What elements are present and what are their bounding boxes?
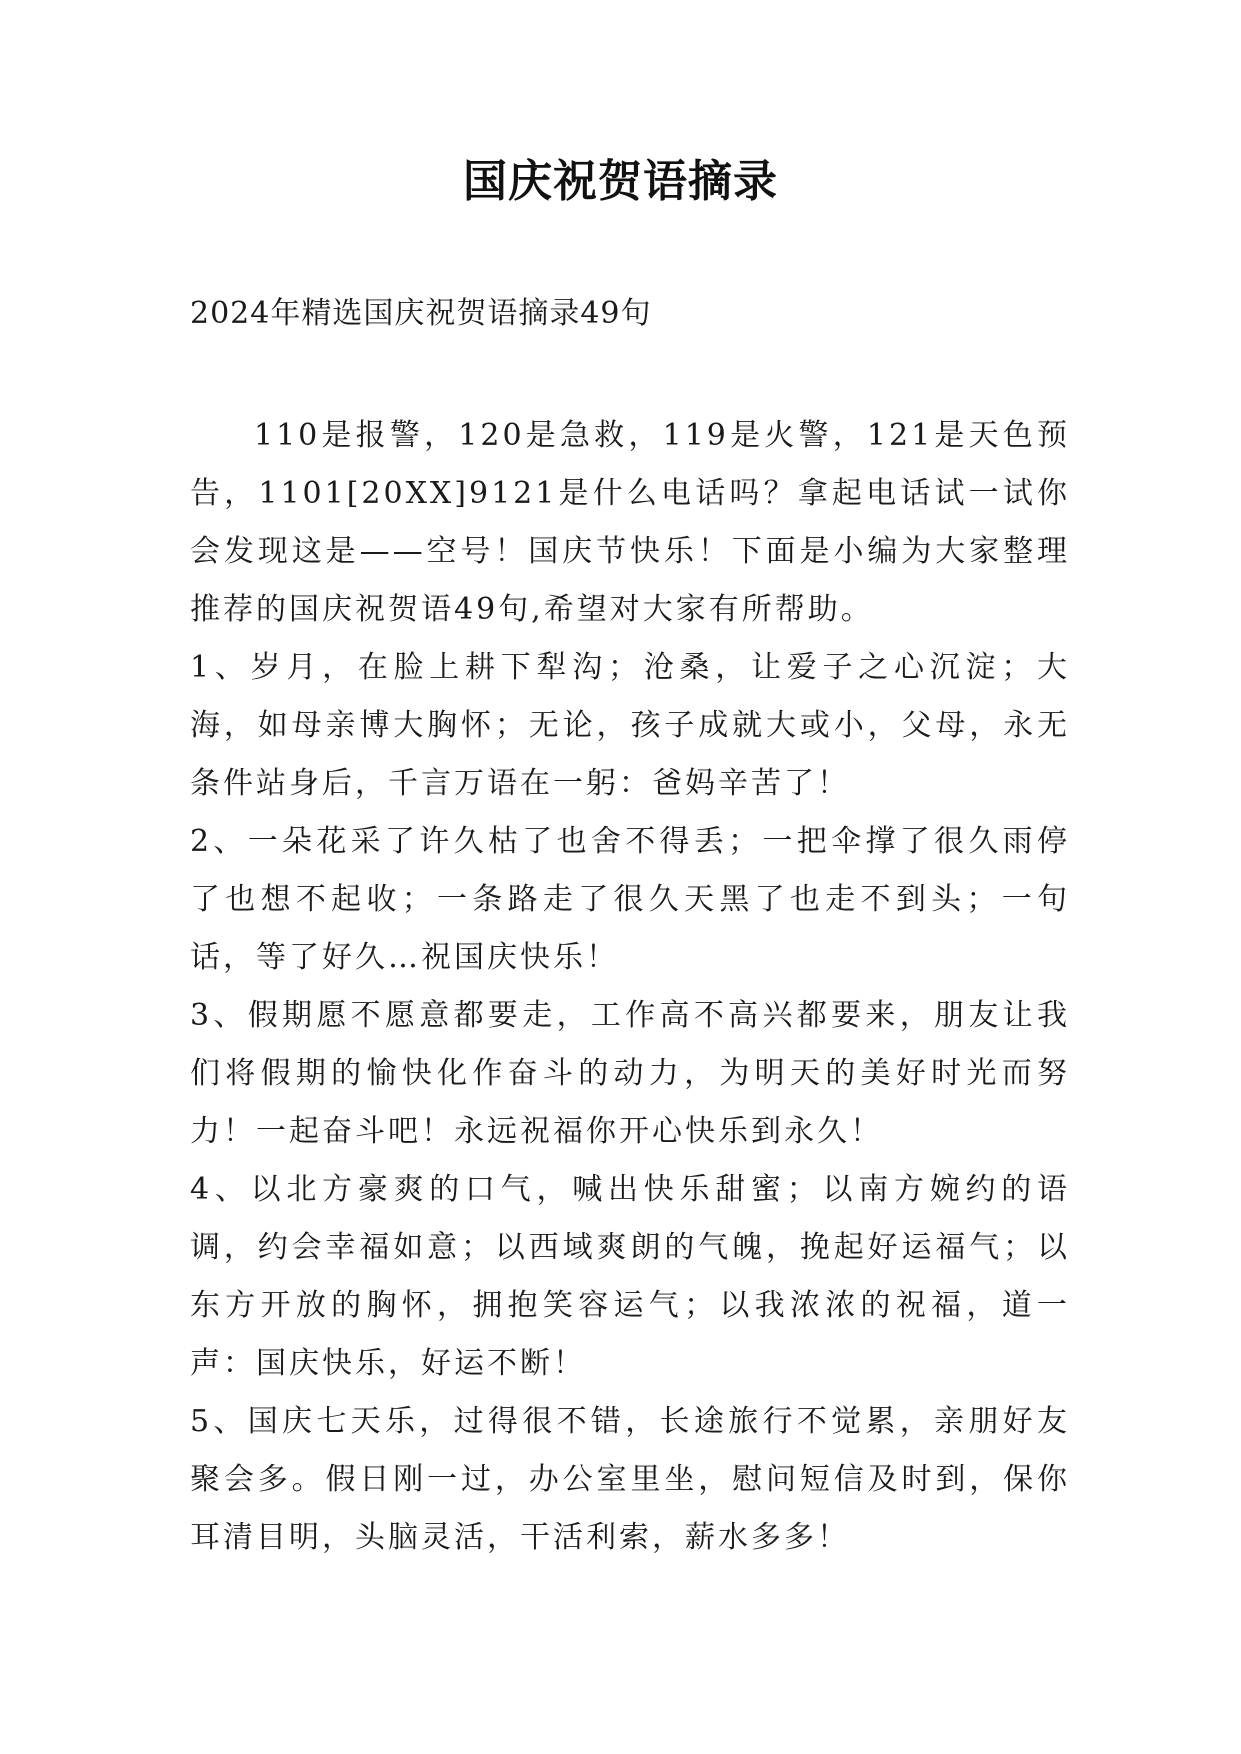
- document-title: 国庆祝贺语摘录: [463, 156, 778, 207]
- greeting-item: 2、一朵花采了许久枯了也舍不得丢；一把伞撑了很久雨停了也想不起收；一条路走了很久天黑了也走不到头；一句话，等了好久…祝国庆快乐！: [190, 824, 1070, 975]
- greeting-item: 3、假期愿不愿意都要走，工作高不高兴都要来，朋友让我们将假期的愉快化作奋斗的动力，为明天的美好时光而努力！一起奋斗吧！永远祝福你开心快乐到永久！: [190, 998, 1070, 1149]
- document-subtitle: 2024年精选国庆祝贺语摘录49句: [190, 296, 652, 331]
- greeting-item: 5、国庆七天乐，过得很不错，长途旅行不觉累，亲朋好友聚会多。假日刚一过，办公室里坐，慰问短信及时到，保你耳清目明，头脑灵活，干活利索，薪水多多！: [190, 1404, 1070, 1555]
- greeting-item: 4、以北方豪爽的口气，喊出快乐甜蜜；以南方婉约的语调，约会幸福如意；以西域爽朗的气魄，挽起好运福气；以东方开放的胸怀，拥抱笑容运气；以我浓浓的祝福，道一声：国庆快乐，好运不断！: [190, 1172, 1070, 1381]
- greeting-item: 1、岁月，在脸上耕下犁沟；沧桑，让爱子之心沉淀；大海，如母亲博大胸怀；无论，孩子成就大或小，父母，永无条件站身后，千言万语在一躬：爸妈辛苦了！: [190, 650, 1070, 801]
- intro-paragraph: 110是报警，120是急救，119是火警，121是天色预告，1101[20XX]9121是什么电话吗？拿起电话试一试你会发现这是——空号！国庆节快乐！下面是小编为大家整理推荐的国庆祝贺语49句,希望对大家有所帮助。: [190, 418, 1070, 627]
- document-body: [190, 407, 1070, 1567]
